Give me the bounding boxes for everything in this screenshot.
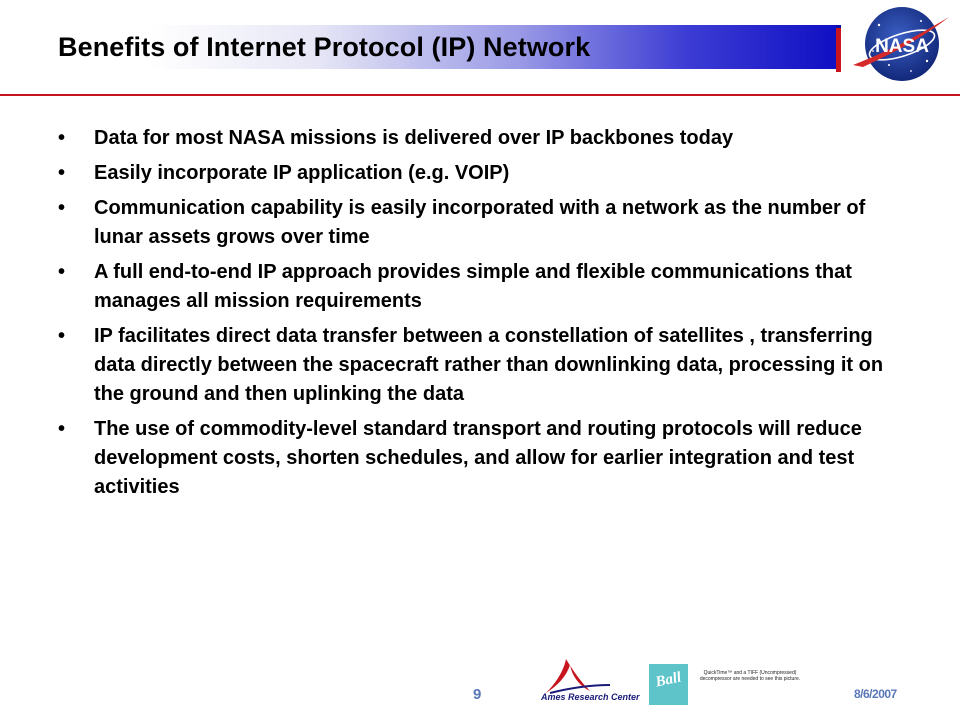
bullet-text: Communication capability is easily incorporated with a network as the number of lunar assets grows over time <box>94 197 866 248</box>
ball-logo-text: Ball <box>654 669 683 691</box>
bullet-text: A full end-to-end IP approach provides simple and flexible communications that manages all mission requirements <box>94 261 852 312</box>
page-number: 9 <box>473 686 482 703</box>
bullet-item <box>56 194 916 252</box>
bullet-marker: • <box>58 418 66 440</box>
bullet-text: IP facilitates direct data transfer between a constellation of satellites , transferring data directly between the spacecraft rather than downlinking data, processing it on the ground and then uplinking the data <box>94 325 884 405</box>
nasa-logo <box>849 3 955 85</box>
title-divider <box>0 94 960 96</box>
quicktime-placeholder-note: QuickTime™ and a TIFF (Uncompressed) decompressor are needed to see this picture. <box>699 670 801 682</box>
bullet-item <box>56 124 916 153</box>
bullet-marker: • <box>58 325 66 347</box>
bullet-marker: • <box>58 197 66 219</box>
bullet-marker: • <box>58 127 66 149</box>
bullet-text: Easily incorporate IP application (e.g. VOIP) <box>94 162 510 184</box>
title-banner-cap <box>836 28 841 72</box>
bullet-item <box>56 322 916 409</box>
slide-title: Benefits of Internet Protocol (IP) Network <box>58 32 591 62</box>
bullet-list <box>56 124 916 508</box>
bullet-text: Data for most NASA missions is delivered over IP backbones today <box>94 127 734 149</box>
slide-date: 8/6/2007 <box>854 687 897 701</box>
bullet-item <box>56 159 916 188</box>
nasa-logo-text: NASA <box>875 36 929 57</box>
ames-label: Ames Research Center <box>541 692 640 702</box>
bullet-marker: • <box>58 162 66 184</box>
bullet-marker: • <box>58 261 66 283</box>
bullet-text: The use of commodity-level standard transport and routing protocols will reduce development costs, shorten schedules, and allow for earlier integration and test activities <box>94 418 862 498</box>
bullet-item <box>56 415 916 502</box>
bullet-item <box>56 258 916 316</box>
